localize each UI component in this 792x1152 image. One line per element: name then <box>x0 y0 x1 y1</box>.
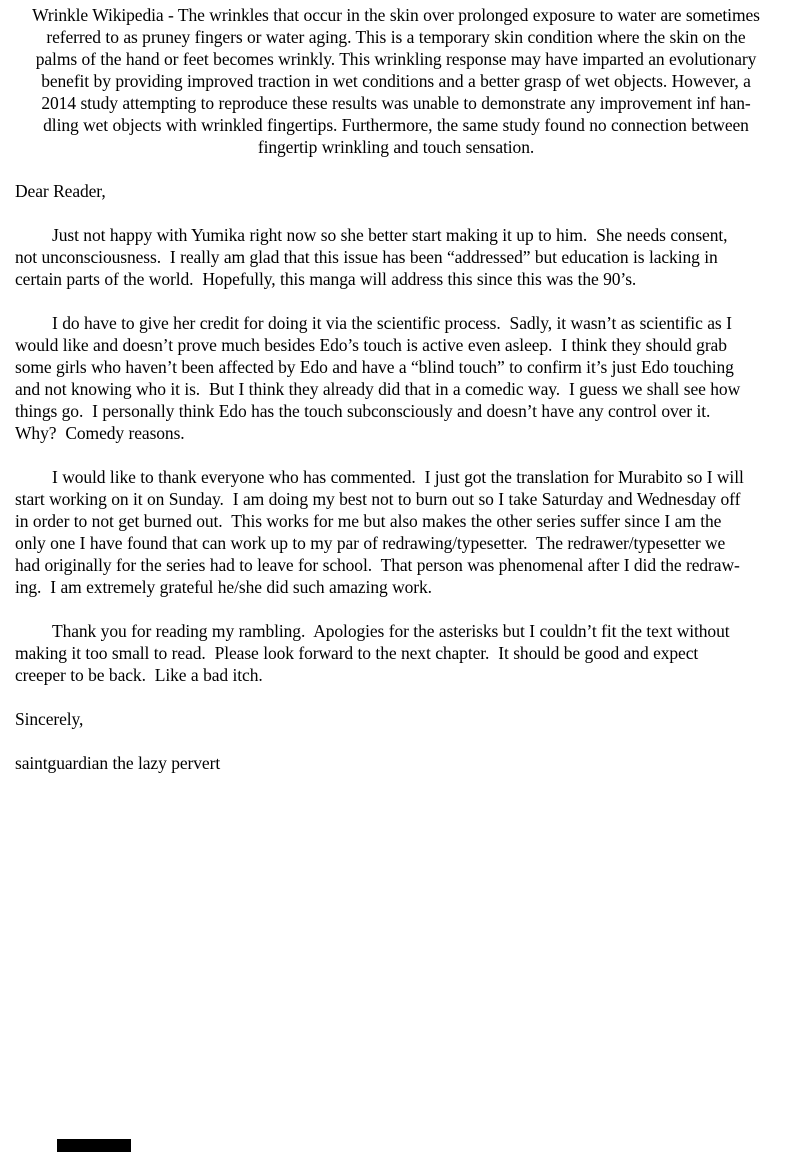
text-line: Thank you for reading my rambling. Apologies for the asterisks but I couldn’t fit the text without <box>52 621 730 641</box>
text-line: I do have to give her credit for doing it via the scientific process. Sadly, it wasn’t as scientific as I <box>52 313 732 333</box>
paragraph <box>15 312 777 444</box>
text-line: Sincerely, <box>15 709 84 729</box>
text-line: only one I have found that can work up to my par of redrawing/typesetter. The redrawer/typesetter we <box>15 533 726 553</box>
text-line: dling wet objects with wrinkled fingertips. Furthermore, the same study found no connection between <box>43 115 749 135</box>
text-line: creeper to be back. Like a bad itch. <box>15 665 263 685</box>
text-line: referred to as pruney fingers or water aging. This is a temporary skin condition where the skin on the <box>46 27 746 47</box>
letter-body <box>15 4 777 774</box>
text-line: had originally for the series had to leave for school. That person was phenomenal after I did the redraw- <box>15 555 740 575</box>
paragraph <box>15 620 777 686</box>
text-line: benefit by providing improved traction in wet conditions and a better grasp of wet objects. However, a <box>41 71 751 91</box>
text-line: would like and doesn’t prove much besides Edo’s touch is active even asleep. I think they should grab <box>15 335 727 355</box>
text-line: I would like to thank everyone who has commented. I just got the translation for Murabito so I will <box>52 467 744 487</box>
text-line: start working on it on Sunday. I am doing my best not to burn out so I take Saturday and Wednesday off <box>15 489 741 509</box>
text-line: and not knowing who it is. But I think they already did that in a comedic way. I guess we shall see how <box>15 379 741 399</box>
text-line: not unconsciousness. I really am glad that this issue has been “addressed” but education is lacking in <box>15 247 718 267</box>
text-line: in order to not get burned out. This works for me but also makes the other series suffer since I am the <box>15 511 722 531</box>
text-line: certain parts of the world. Hopefully, this manga will address this since this was the 90’s. <box>15 269 637 289</box>
text-line: palms of the hand or feet becomes wrinkly. This wrinkling response may have imparted an evolutionary <box>35 49 757 69</box>
paragraph <box>15 466 777 598</box>
paragraph <box>15 708 777 730</box>
text-line: Dear Reader, <box>15 181 106 201</box>
text-line: Why? Comedy reasons. <box>15 423 185 443</box>
text-line: some girls who haven’t been affected by Edo and have a “blind touch” to confirm it’s just Edo touching <box>15 357 734 377</box>
paragraph <box>15 224 777 290</box>
paragraph <box>15 4 777 158</box>
paragraph <box>15 180 777 202</box>
text-line: saintguardian the lazy pervert <box>15 753 221 773</box>
paragraph <box>15 752 777 774</box>
text-line: Just not happy with Yumika right now so she better start making it up to him. She needs consent, <box>52 225 728 245</box>
text-line: ing. I am extremely grateful he/she did such amazing work. <box>15 577 432 597</box>
text-line: Wrinkle Wikipedia - The wrinkles that occur in the skin over prolonged exposure to water are sometimes <box>32 5 760 25</box>
text-line: 2014 study attempting to reproduce these results was unable to demonstrate any improvement inf han- <box>41 93 751 113</box>
scan-artifact-bar <box>57 1139 131 1152</box>
text-line: making it too small to read. Please look forward to the next chapter. It should be good and expect <box>15 643 699 663</box>
text-line: things go. I personally think Edo has the touch subconsciously and doesn’t have any control over it. <box>15 401 711 421</box>
text-line: fingertip wrinkling and touch sensation. <box>257 137 535 157</box>
